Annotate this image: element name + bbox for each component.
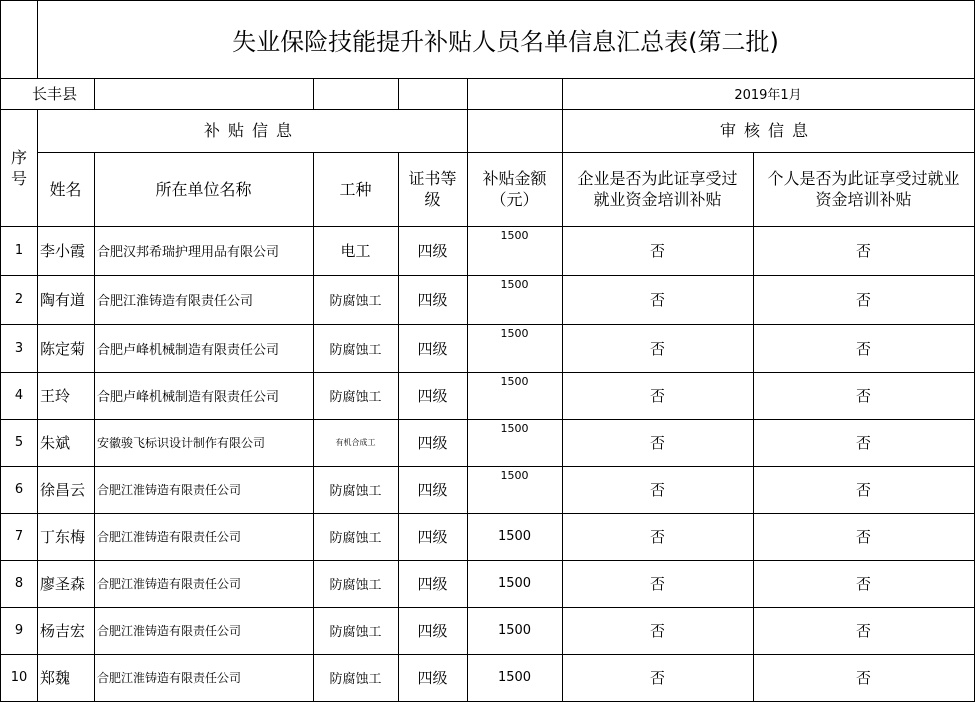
review-section-header: 审核信息 (562, 109, 975, 153)
row-company: 合肥江淮铸造有限责任公司 (94, 275, 314, 325)
row-enterprise: 否 (562, 226, 754, 276)
row-name: 陶有道 (37, 275, 95, 325)
row-company: 合肥卢峰机械制造有限责任公司 (94, 324, 314, 373)
county-label: 长丰县 (0, 78, 95, 110)
row-trade: 有机合成工 (313, 419, 399, 467)
row-level: 四级 (398, 226, 468, 276)
row-trade: 防腐蚀工 (313, 324, 399, 373)
row-trade: 防腐蚀工 (313, 607, 399, 655)
row-seq: 9 (0, 607, 38, 655)
row-amount: 1500 (467, 654, 563, 702)
row-name: 郑魏 (37, 654, 95, 702)
row-name: 王玲 (37, 372, 95, 420)
row-trade: 电工 (313, 226, 399, 276)
row-level: 四级 (398, 372, 468, 420)
row-amount: 1500 (467, 419, 563, 467)
blank-cell (467, 109, 563, 153)
row-enterprise: 否 (562, 513, 754, 561)
blank-cell (94, 78, 314, 110)
row-name: 李小霞 (37, 226, 95, 276)
row-name: 廖圣森 (37, 560, 95, 608)
row-name: 朱斌 (37, 419, 95, 467)
row-seq: 7 (0, 513, 38, 561)
row-personal: 否 (753, 513, 975, 561)
row-level: 四级 (398, 324, 468, 373)
row-company: 合肥汉邦希瑞护理用品有限公司 (94, 226, 314, 276)
row-amount: 1500 (467, 275, 563, 325)
row-personal: 否 (753, 226, 975, 276)
blank-cell (313, 78, 399, 110)
row-company: 合肥江淮铸造有限责任公司 (94, 560, 314, 608)
personal-check-header: 个人是否为此证享受过就业资金培训补贴 (753, 152, 975, 227)
amount-header: 补贴金额（元） (467, 152, 563, 227)
row-level: 四级 (398, 513, 468, 561)
row-personal: 否 (753, 372, 975, 420)
row-trade: 防腐蚀工 (313, 466, 399, 514)
row-company: 安徽骏飞标识设计制作有限公司 (94, 419, 314, 467)
row-name: 杨吉宏 (37, 607, 95, 655)
trade-header: 工种 (313, 152, 399, 227)
row-enterprise: 否 (562, 372, 754, 420)
row-name: 徐昌云 (37, 466, 95, 514)
row-seq: 6 (0, 466, 38, 514)
row-company: 合肥江淮铸造有限责任公司 (94, 607, 314, 655)
report-date: 2019年1月 (562, 78, 975, 110)
row-company: 合肥江淮铸造有限责任公司 (94, 513, 314, 561)
row-trade: 防腐蚀工 (313, 513, 399, 561)
row-company: 合肥卢峰机械制造有限责任公司 (94, 372, 314, 420)
row-seq: 3 (0, 324, 38, 373)
row-level: 四级 (398, 654, 468, 702)
corner-cell (0, 0, 38, 79)
blank-cell (398, 78, 468, 110)
row-amount: 1500 (467, 324, 563, 373)
row-amount: 1500 (467, 560, 563, 608)
row-seq: 1 (0, 226, 38, 276)
row-level: 四级 (398, 607, 468, 655)
row-company: 合肥江淮铸造有限责任公司 (94, 654, 314, 702)
row-seq: 2 (0, 275, 38, 325)
row-level: 四级 (398, 275, 468, 325)
row-name: 丁东梅 (37, 513, 95, 561)
row-enterprise: 否 (562, 419, 754, 467)
row-name: 陈定菊 (37, 324, 95, 373)
row-amount: 1500 (467, 607, 563, 655)
row-seq: 8 (0, 560, 38, 608)
row-seq: 5 (0, 419, 38, 467)
row-amount: 1500 (467, 466, 563, 514)
row-trade: 防腐蚀工 (313, 654, 399, 702)
row-personal: 否 (753, 654, 975, 702)
row-seq: 10 (0, 654, 38, 702)
row-trade: 防腐蚀工 (313, 560, 399, 608)
blank-cell (467, 78, 563, 110)
name-header: 姓名 (37, 152, 95, 227)
row-amount: 1500 (467, 513, 563, 561)
row-personal: 否 (753, 466, 975, 514)
row-enterprise: 否 (562, 607, 754, 655)
row-personal: 否 (753, 419, 975, 467)
enterprise-check-header: 企业是否为此证享受过就业资金培训补贴 (562, 152, 754, 227)
row-personal: 否 (753, 607, 975, 655)
row-trade: 防腐蚀工 (313, 372, 399, 420)
row-amount: 1500 (467, 226, 563, 276)
subsidy-section-header: 补贴信息 (37, 109, 468, 153)
row-trade: 防腐蚀工 (313, 275, 399, 325)
row-personal: 否 (753, 560, 975, 608)
row-company: 合肥江淮铸造有限责任公司 (94, 466, 314, 514)
seq-header: 序号 (0, 109, 38, 227)
company-header: 所在单位名称 (94, 152, 314, 227)
row-personal: 否 (753, 324, 975, 373)
row-enterprise: 否 (562, 560, 754, 608)
row-enterprise: 否 (562, 466, 754, 514)
row-personal: 否 (753, 275, 975, 325)
row-seq: 4 (0, 372, 38, 420)
row-enterprise: 否 (562, 275, 754, 325)
level-header: 证书等级 (398, 152, 468, 227)
row-level: 四级 (398, 419, 468, 467)
row-level: 四级 (398, 560, 468, 608)
row-enterprise: 否 (562, 324, 754, 373)
row-enterprise: 否 (562, 654, 754, 702)
row-amount: 1500 (467, 372, 563, 420)
sheet-title: 失业保险技能提升补贴人员名单信息汇总表(第二批) (37, 0, 975, 79)
row-level: 四级 (398, 466, 468, 514)
